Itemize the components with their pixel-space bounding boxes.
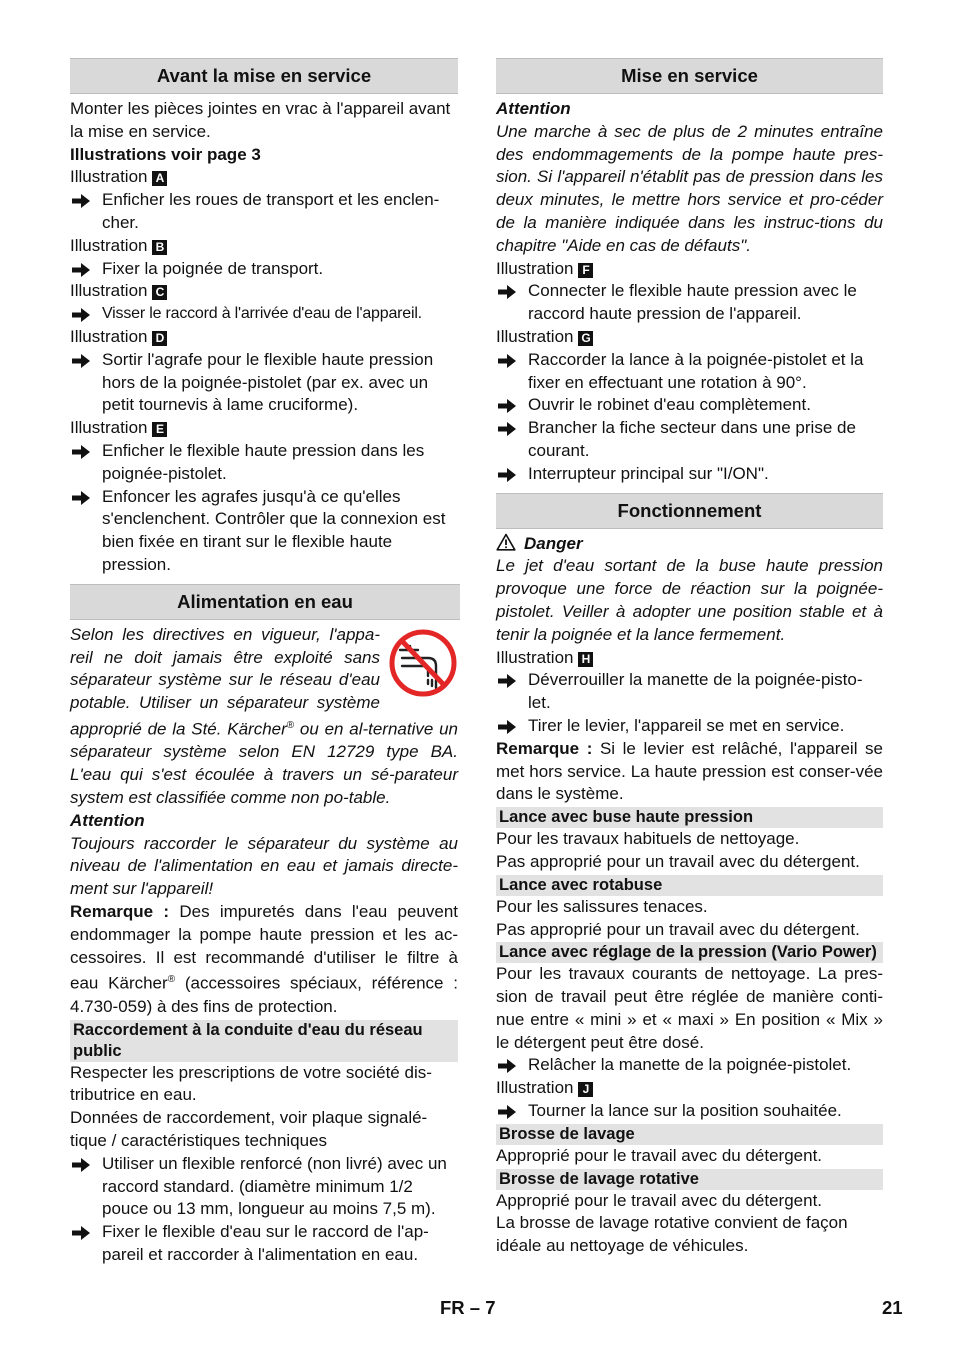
remark-text: Remarque : Si le levier est relâché, l'appareil se met hors service. La haute pression est conser-vée dans le système.: [496, 738, 884, 804]
body-text: Approprié pour le travail avec du détergent.: [496, 1145, 823, 1165]
illustration-tag-f: F: [578, 263, 593, 278]
illustration-label-j: Illustration J: [496, 1077, 883, 1100]
directive-text: Selon les directives en vigueur, l'appa-reil ne doit jamais être exploité sans séparateur système sur le réseau d'eau potable. Utiliser un séparateur système approprié de la Sté. Kärcher® ou en al-ternative un séparateur système selon EN 12729 type BA. L'eau qui s'est écoulée à travers un sé-parateur system est classifiée comme non po-table.: [70, 624, 458, 807]
subsection-header-brosse: Brosse de lavage: [496, 1124, 883, 1145]
step-item: Ouvrir le robinet d'eau complètement.: [496, 394, 883, 417]
step-item: Relâcher la manette de la poignée-pistolet.: [496, 1054, 883, 1077]
arrow-right-icon: [497, 421, 517, 437]
body-text: Approprié pour le travail avec du détergent.: [496, 1190, 823, 1210]
attention-text: Toujours raccorder le séparateur du système au niveau de l'alimentation en eau et jamais directe-ment sur l'appareil!: [70, 833, 458, 899]
attention-label: Attention: [70, 810, 145, 830]
illustration-tag-g: G: [578, 331, 593, 346]
step-item: Brancher la fiche secteur dans une prise de courant.: [496, 417, 883, 463]
step-item: Tirer le levier, l'appareil se met en service.: [496, 715, 883, 738]
section-header-avant: Avant la mise en service: [70, 58, 458, 94]
illustration-reference: Illustrations voir page 3: [70, 144, 261, 164]
step-item: Utiliser un flexible renforcé (non livré) avec un raccord standard. (diamètre minimum 1/2 pouce ou 13 mm, longueur au moins 7,5 m).: [70, 1153, 458, 1221]
attention-text: Une marche à sec de plus de 2 minutes entraîne des endommagements de la pompe haute pres-sion. Si l'appareil n'établit pas de pression dans les deux minutes, le mettre hors service et pro-céder de la manière indiquée dans les instruc-tions du chapitre "Aide en cas de défauts".: [496, 121, 883, 255]
illustration-label-g: Illustration G: [496, 326, 883, 349]
step-item: Enficher le flexible haute pression dans les poignée-pistolet.: [70, 440, 458, 486]
arrow-right-icon: [497, 673, 517, 689]
warning-triangle-icon: [496, 533, 516, 551]
step-item: Déverrouiller la manette de la poignée-pisto-let.: [496, 669, 883, 715]
illustration-tag-d: D: [152, 331, 167, 346]
arrow-right-icon: [497, 1104, 517, 1120]
subsection-header-brosse-rotative: Brosse de lavage rotative: [496, 1169, 883, 1190]
subsection-header-vario-power: Lance avec réglage de la pression (Vario Power): [496, 942, 883, 963]
arrow-right-icon: [497, 353, 517, 369]
step-item: Connecter le flexible haute pression avec le raccord haute pression de l'appareil.: [496, 280, 883, 326]
arrow-right-icon: [71, 1225, 91, 1241]
footer-section-label: FR – 7: [440, 1297, 496, 1318]
body-text: Pas approprié pour un travail avec du détergent.: [496, 919, 860, 939]
illustration-label-h: Illustration H: [496, 647, 883, 670]
arrow-right-icon: [71, 262, 91, 278]
arrow-right-icon: [71, 490, 91, 506]
body-text: Pour les salissures tenaces.: [496, 896, 708, 916]
section-header-mise-en-service: Mise en service: [496, 58, 883, 94]
body-text: Pas approprié pour un travail avec du détergent.: [496, 851, 860, 871]
step-item: Raccorder la lance à la poignée-pistolet et la fixer en effectuant une rotation à 90°.: [496, 349, 883, 395]
illustration-label-c: Illustration C: [70, 280, 458, 303]
page-number: 21: [882, 1297, 903, 1318]
step-item: Visser le raccord à l'arrivée d'eau de l'appareil.: [70, 303, 458, 326]
arrow-right-icon: [497, 1058, 517, 1074]
left-column: [70, 58, 458, 1267]
subsection-header-lance-buse: Lance avec buse haute pression: [496, 807, 883, 828]
illustration-label-a: Illustration A: [70, 166, 458, 189]
arrow-right-icon: [71, 307, 91, 323]
step-item: Enfoncer les agrafes jusqu'à ce qu'elles s'enclenchent. Contrôler que la connexion est bien fixée en tirant sur le flexible haute pression.: [70, 486, 458, 577]
illustration-label-d: Illustration D: [70, 326, 458, 349]
body-text: Données de raccordement, voir plaque signalé-tique / caractéristiques techniques: [70, 1108, 428, 1150]
body-text: La brosse de lavage rotative convient de façon idéale au nettoyage de véhicules.: [496, 1213, 848, 1256]
danger-text: Le jet d'eau sortant de la buse haute pression provoque une force de réaction sur la poignée-pistolet. Veiller à adopter une position stable et à tenir la poignée et la lance fermement.: [496, 556, 883, 644]
intro-text: Monter les pièces jointes en vrac à l'appareil avant la mise en service.: [70, 99, 451, 141]
section-header-fonctionnement: Fonctionnement: [496, 493, 883, 529]
arrow-right-icon: [497, 284, 517, 300]
body-text: Pour les travaux courants de nettoyage. La pres-sion de travail peut être réglée de manière conti-nue entre « mini » et « maxi » En position « Mix » le détergent peut être dosé.: [496, 964, 883, 1052]
arrow-right-icon: [71, 193, 91, 209]
body-text: Respecter les prescriptions de votre société dis-tributrice en eau.: [70, 1062, 432, 1105]
step-item: Fixer le flexible d'eau sur le raccord de l'ap-pareil et raccorder à l'alimentation en eau.: [70, 1221, 458, 1267]
arrow-right-icon: [71, 444, 91, 460]
step-item: Enficher les roues de transport et les enclen-cher.: [70, 189, 458, 235]
body-text: Pour les travaux habituels de nettoyage.: [496, 829, 800, 849]
attention-label: Attention: [496, 99, 571, 118]
section-header-alimentation: Alimentation en eau: [70, 584, 460, 620]
step-item: Tourner la lance sur la position souhaitée.: [496, 1100, 883, 1123]
arrow-right-icon: [497, 398, 517, 414]
illustration-label-b: Illustration B: [70, 235, 458, 258]
subsection-header-rotabuse: Lance avec rotabuse: [496, 875, 883, 896]
illustration-tag-b: B: [152, 240, 167, 255]
remark-text: Remarque : Des impuretés dans l'eau peuvent endommager la pompe haute pression et les ac-cessoires. Il est recommandé d'utiliser le filtre à eau Kärcher® (accessoires spéciaux, référence : 4.730-059) à des fins de protection.: [70, 901, 459, 1016]
right-column: [496, 58, 883, 1258]
subsection-header-raccordement: Raccordement à la conduite d'eau du réseau public: [70, 1020, 458, 1062]
illustration-tag-c: C: [152, 285, 167, 300]
illustration-tag-e: E: [152, 422, 167, 437]
danger-label: Danger: [496, 533, 883, 556]
arrow-right-icon: [71, 353, 91, 369]
arrow-right-icon: [497, 467, 517, 483]
step-item: Sortir l'agrafe pour le flexible haute pression hors de la poignée-pistolet (par ex. avec un petit tournevis à lame cruciforme).: [70, 349, 458, 417]
no-drinking-water-icon: [388, 626, 458, 700]
illustration-tag-h: H: [578, 652, 593, 667]
illustration-tag-a: A: [152, 171, 167, 186]
illustration-label-f: Illustration F: [496, 258, 883, 281]
illustration-label-e: Illustration E: [70, 417, 458, 440]
illustration-tag-j: J: [578, 1082, 593, 1097]
arrow-right-icon: [497, 719, 517, 735]
arrow-right-icon: [71, 1157, 91, 1173]
step-item: Interrupteur principal sur "I/ON".: [496, 463, 883, 486]
step-item: Fixer la poignée de transport.: [70, 258, 458, 281]
